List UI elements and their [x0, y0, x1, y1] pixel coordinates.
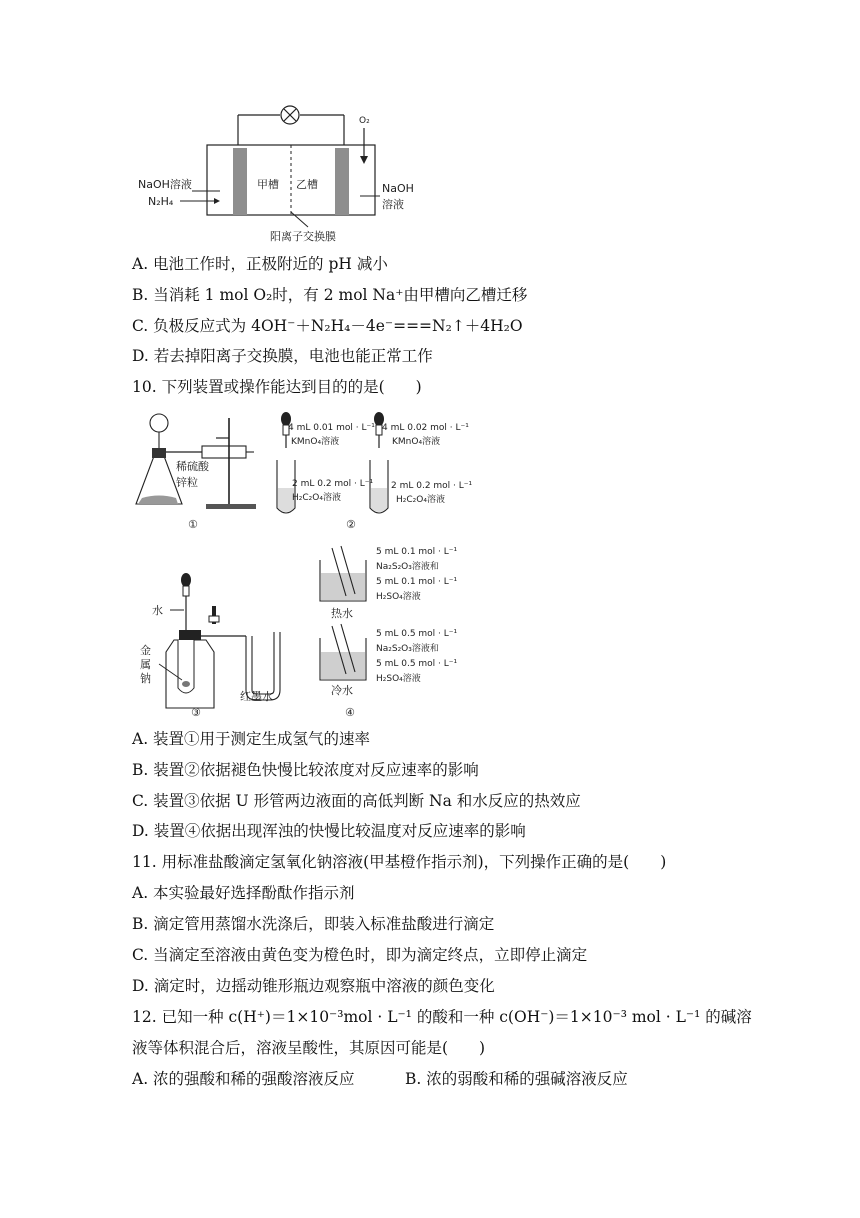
d1-acid-label: 稀硫酸	[176, 460, 209, 473]
q11-option-c: C. 当滴定至溶液由黄色变为橙色时，即为滴定终点，立即停止滴定	[132, 946, 588, 964]
q9-option-b: B. 当消耗 1 mol O₂时，有 2 mol Na⁺由甲槽向乙槽迁移	[132, 286, 528, 304]
d2-top-right-2: KMnO₄溶液	[392, 437, 441, 447]
q12-stem-line-2: 液等体积混合后，溶液呈酸性，其原因可能是( )	[132, 1039, 486, 1057]
d3-na-1: 金	[140, 644, 151, 657]
naoh-left-label: NaOH溶液	[138, 178, 192, 191]
membrane-label: 阳离子交换膜	[270, 230, 336, 243]
d2-bot-left-2: H₂C₂O₄溶液	[292, 493, 341, 503]
device-3	[140, 573, 280, 719]
d4-hot-4: H₂SO₄溶液	[376, 592, 421, 602]
d3-na-2: 属	[140, 658, 151, 671]
yi-cao-label: 乙槽	[296, 178, 318, 191]
d2-bot-left-1: 2 mL 0.2 mol · L⁻¹	[292, 479, 374, 489]
d4-hot-2: Na₂S₂O₃溶液和	[376, 562, 439, 572]
d4-hot-label: 热水	[331, 607, 353, 620]
naoh-right-label-2: 溶液	[382, 198, 404, 211]
d4-cold-1: 5 mL 0.5 mol · L⁻¹	[376, 629, 458, 639]
d3-number: ③	[191, 706, 201, 719]
d2-top-right-1: 4 mL 0.02 mol · L⁻¹	[382, 423, 469, 433]
q12-option-b: B. 浓的弱酸和稀的强碱溶液反应	[405, 1070, 628, 1088]
lamp-icon	[281, 106, 299, 124]
d2-bot-right-2: H₂C₂O₄溶液	[396, 495, 445, 505]
right-electrode	[335, 148, 349, 215]
q10-option-a: A. 装置①用于测定生成氢气的速率	[132, 730, 371, 748]
device-1	[136, 414, 256, 531]
q10-apparatus-figure	[134, 408, 494, 720]
o2-label: O₂	[359, 116, 370, 126]
q10-option-d: D. 装置④依据出现浑浊的快慢比较温度对反应速率的影响	[132, 822, 526, 840]
d4-hot-3: 5 mL 0.1 mol · L⁻¹	[376, 577, 458, 587]
d1-zinc-label: 锌粒	[176, 476, 198, 489]
d3-water-label: 水	[152, 604, 163, 617]
d4-cold-3: 5 mL 0.5 mol · L⁻¹	[376, 659, 458, 669]
q11-option-a: A. 本实验最好选择酚酞作指示剂	[132, 884, 355, 902]
device-2	[277, 412, 473, 531]
q10-option-b: B. 装置②依据褪色快慢比较浓度对反应速率的影响	[132, 761, 479, 779]
d1-number: ①	[188, 518, 198, 531]
q9-option-c: C. 负极反应式为 4OH⁻＋N₂H₄－4e⁻===N₂↑＋4H₂O	[132, 317, 523, 335]
d4-hot-1: 5 mL 0.1 mol · L⁻¹	[376, 547, 458, 557]
q10-option-c: C. 装置③依据 U 形管两边液面的高低判断 Na 和水反应的热效应	[132, 792, 581, 810]
jia-cao-label: 甲槽	[257, 178, 279, 191]
d2-number: ②	[346, 518, 356, 531]
naoh-right-label-1: NaOH	[382, 182, 414, 195]
q11-stem: 11. 用标准盐酸滴定氢氧化钠溶液(甲基橙作指示剂)，下列操作正确的是( )	[132, 853, 667, 871]
d2-top-left-2: KMnO₄溶液	[291, 437, 340, 447]
q12-stem-line-1: 12. 已知一种 c(H⁺)＝1×10⁻³mol · L⁻¹ 的酸和一种 c(OH⁻)＝1×10⁻³ mol · L⁻¹ 的碱溶	[132, 1008, 752, 1026]
n2h4-label: N₂H₄	[148, 195, 174, 208]
d4-cold-2: Na₂S₂O₃溶液和	[376, 644, 439, 654]
d3-na-3: 钠	[140, 672, 151, 685]
fuel-cell-figure	[130, 100, 430, 245]
q9-option-a: A. 电池工作时，正极附近的 pH 减小	[132, 255, 388, 273]
q10-stem: 10. 下列装置或操作能达到目的的是( )	[132, 378, 422, 396]
d2-bot-right-1: 2 mL 0.2 mol · L⁻¹	[391, 481, 473, 491]
q11-option-d: D. 滴定时，边摇动锥形瓶边观察瓶中溶液的颜色变化	[132, 977, 495, 995]
d4-number: ④	[345, 706, 355, 719]
device-4	[320, 546, 458, 719]
left-electrode	[233, 148, 247, 215]
q12-option-a: A. 浓的强酸和稀的强酸溶液反应	[132, 1070, 355, 1088]
d2-top-left-1: 4 mL 0.01 mol · L⁻¹	[288, 423, 375, 433]
q11-option-b: B. 滴定管用蒸馏水洗涤后，即装入标准盐酸进行滴定	[132, 915, 495, 933]
q9-option-d: D. 若去掉阳离子交换膜，电池也能正常工作	[132, 347, 433, 365]
d3-ink-label: 红墨水	[240, 690, 273, 703]
d4-cold-label: 冷水	[331, 684, 353, 697]
d4-cold-4: H₂SO₄溶液	[376, 674, 421, 684]
